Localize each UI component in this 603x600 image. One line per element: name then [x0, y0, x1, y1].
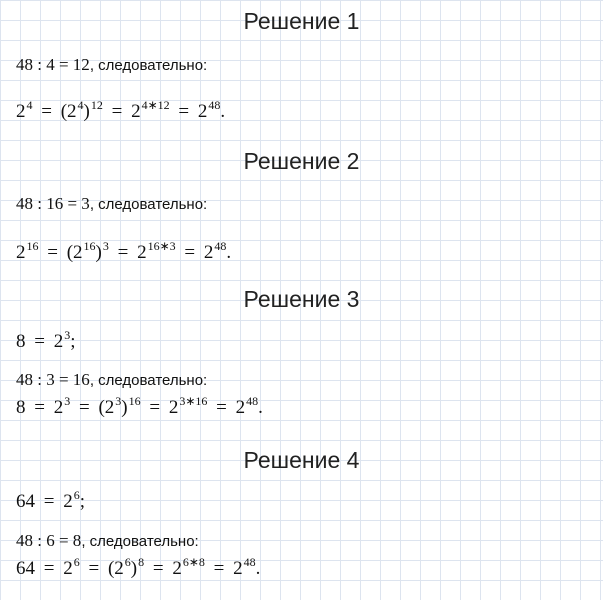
- formula-exponent: 16: [26, 239, 39, 253]
- formula-term: 2: [63, 491, 73, 512]
- formula-term: 2: [63, 558, 73, 579]
- formula-exponent: 16: [128, 394, 141, 408]
- formula-exponent: 12: [90, 98, 103, 112]
- formula-term: (2: [107, 558, 124, 579]
- formula-term: (2: [98, 397, 115, 418]
- formula-term: 8: [16, 397, 26, 418]
- solution-3-heading: Решение 3: [243, 286, 360, 312]
- solution-4-step-expression: 48 : 6 = 8: [16, 531, 82, 550]
- formula-semicolon: ;: [79, 491, 85, 512]
- formula-exponent: 3: [115, 394, 122, 408]
- equals-sign: =: [213, 558, 225, 579]
- formula-paren: ): [130, 558, 138, 579]
- formula-term: (2: [66, 242, 83, 263]
- formula-exponent: 4∗12: [141, 98, 170, 112]
- formula-term: 2: [172, 558, 182, 579]
- formula-exponent: 3: [64, 394, 71, 408]
- solution-4-formula: [16, 555, 261, 580]
- formula-exponent: 3∗16: [179, 394, 208, 408]
- solution-1-heading: Решение 1: [243, 8, 360, 34]
- formula-paren: ): [121, 397, 128, 418]
- solution-3-step-expression: 48 : 3 = 16: [16, 370, 90, 389]
- formula-exponent: 8: [138, 555, 145, 569]
- equals-sign: =: [34, 331, 45, 352]
- solution-2-heading: Решение 2: [243, 148, 360, 174]
- equals-sign: =: [111, 101, 123, 122]
- formula-exponent: 48: [208, 98, 221, 112]
- formula-exponent: 6: [73, 488, 80, 502]
- formula-exponent: 48: [246, 394, 259, 408]
- solution-3-consequence: , следовательно:: [89, 372, 208, 389]
- formula-paren: ): [95, 242, 102, 263]
- solution-1-consequence: , следовательно:: [89, 57, 208, 74]
- equals-sign: =: [117, 242, 129, 263]
- formula-exponent: 6∗8: [182, 555, 205, 569]
- solution-4-step: [16, 531, 199, 551]
- formula-exponent: 6: [124, 555, 131, 569]
- equals-sign: =: [78, 397, 90, 418]
- formula-term: 2: [16, 101, 26, 122]
- solution-1-step: [16, 55, 207, 75]
- formula-exponent: 3: [64, 328, 71, 342]
- formula-term: 8: [16, 331, 26, 352]
- formula-exponent: 16∗3: [147, 239, 176, 253]
- equals-sign: =: [152, 558, 164, 579]
- solution-2-step-expression: 48 : 16 = 3: [16, 194, 90, 213]
- formula-exponent: 48: [214, 239, 227, 253]
- formula-exponent: 4: [77, 98, 84, 112]
- solution-1-step-expression: 48 : 4 = 12: [16, 55, 90, 74]
- equals-sign: =: [41, 101, 52, 122]
- solution-2-formula: [16, 239, 232, 264]
- formula-exponent: 48: [243, 555, 256, 569]
- equals-sign: =: [43, 491, 55, 512]
- formula-exponent: 6: [73, 555, 80, 569]
- formula-term: 2: [197, 101, 208, 122]
- solution-3-formula: [16, 394, 263, 419]
- equals-sign: =: [43, 558, 55, 579]
- formula-term: 2: [53, 397, 64, 418]
- formula-term: 64: [16, 558, 35, 579]
- formula-term: 2: [137, 242, 147, 263]
- formula-semicolon: ;: [70, 331, 76, 352]
- formula-term: 64: [16, 491, 35, 512]
- formula-term: 2: [203, 242, 214, 263]
- formula-exponent: 3: [102, 239, 109, 253]
- equals-sign: =: [149, 397, 161, 418]
- solution-3-base-identity: [16, 328, 76, 353]
- formula-term: 2: [16, 242, 26, 263]
- formula-term: (2: [60, 101, 77, 122]
- formula-period: .: [258, 397, 263, 418]
- solution-2-consequence: , следовательно:: [89, 196, 208, 213]
- equals-sign: =: [184, 242, 196, 263]
- solution-4-consequence: , следовательно:: [81, 533, 199, 550]
- formula-term: 2: [235, 397, 246, 418]
- equals-sign: =: [88, 558, 100, 579]
- equals-sign: =: [34, 397, 45, 418]
- solution-4-base-identity: [16, 488, 85, 513]
- formula-term: 2: [233, 558, 243, 579]
- formula-exponent: 4: [26, 98, 33, 112]
- solution-2-step: [16, 194, 207, 214]
- equals-sign: =: [216, 397, 227, 418]
- formula-exponent: 16: [83, 239, 96, 253]
- formula-term: 2: [168, 397, 179, 418]
- solution-4-heading: Решение 4: [243, 447, 360, 473]
- formula-term: 2: [53, 331, 64, 352]
- formula-period: .: [220, 101, 226, 122]
- equals-sign: =: [178, 101, 190, 122]
- solution-3-step: [16, 370, 207, 390]
- formula-period: .: [255, 558, 261, 579]
- equals-sign: =: [47, 242, 58, 263]
- formula-term: 2: [131, 101, 141, 122]
- formula-paren: ): [83, 101, 90, 122]
- formula-period: .: [226, 242, 232, 263]
- solution-1-formula: [16, 98, 226, 123]
